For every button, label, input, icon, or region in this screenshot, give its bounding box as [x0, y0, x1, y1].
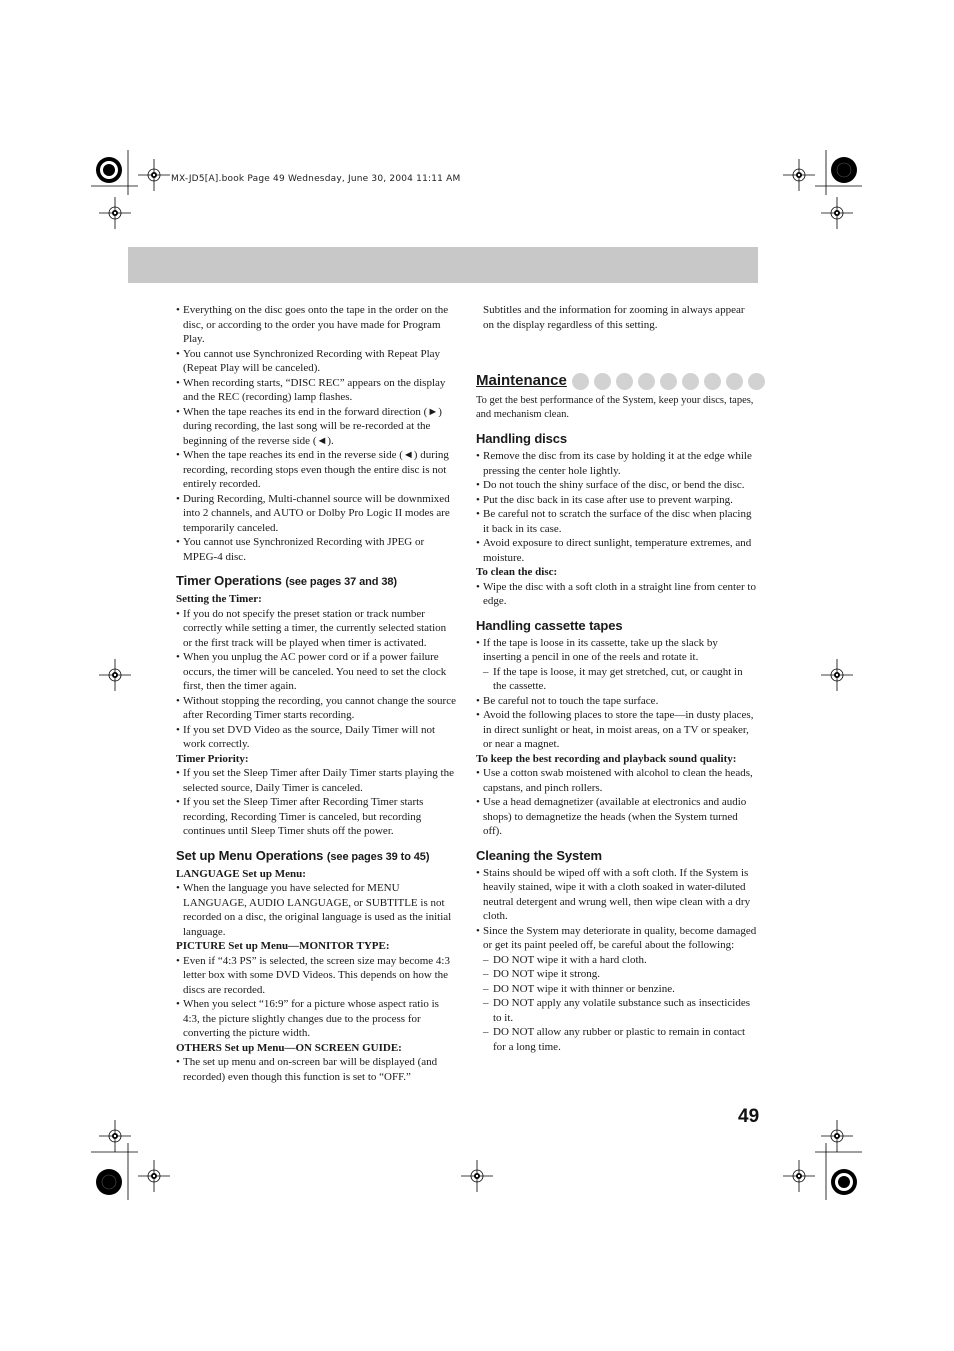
list-item: • The set up menu and on-screen bar will be displayed (and recorded) even though this function is set to “OFF.” — [176, 1056, 438, 1083]
dash-item: – DO NOT allow any rubber or plastic to remain in contact for a long time. — [483, 1026, 746, 1053]
dash-item: – DO NOT wipe it with thinner or benzine. — [483, 982, 675, 995]
list-item: • Even if “4:3 PS” is selected, the screen size may become 4:3 letter box with some DVD Videos. This depends on how the discs are recorded. — [176, 954, 450, 996]
print-header: MX-JD5[A].book Page 49 Wednesday, June 30, 2004 11:11 AM — [171, 174, 461, 184]
list-item: • You cannot use Synchronized Recording with JPEG or MPEG-4 disc. — [176, 536, 425, 563]
section-title: Maintenance — [476, 372, 567, 389]
handling-tapes-heading: Handling cassette tapes — [476, 617, 623, 633]
list-item: • When the tape reaches its end in the reverse side (◄) during recording, recording stops even though the entire disc is not entirely recorded. — [176, 449, 449, 490]
list-item: • Avoid the following places to store the tape—in dusty places, in direct sunlight or heat, in moist areas, on a TV or speaker, or near a magnet. — [476, 709, 754, 750]
dash-item: – DO NOT apply any volatile substance such as insecticides to it. — [483, 997, 751, 1024]
right-column — [476, 303, 758, 1054]
subheading: To keep the best recording and playback sound quality: — [476, 752, 737, 765]
subheading: LANGUAGE Set up Menu: — [176, 867, 306, 880]
subheading: Timer Priority: — [176, 752, 249, 765]
list-item: • Be careful not to touch the tape surface. — [476, 694, 659, 707]
list-item: • If you set DVD Video as the source, Daily Timer will not work correctly. — [176, 723, 436, 750]
list-item: • Do not touch the shiny surface of the disc, or bend the disc. — [476, 479, 745, 491]
list-item: • During Recording, Multi-channel source will be downmixed into 2 channels, and AUTO or Dolby Pro Logic II modes are temporarily canceled. — [176, 492, 450, 534]
page-reference: (see pages 37 and 38) — [285, 576, 397, 588]
list-item: • Stains should be wiped off with a soft cloth. If the System is heavily stained, wipe it with a cloth soaked in water-diluted neutral detergent and wrung well, then wipe clean with a dry cloth. — [476, 866, 751, 922]
setup-menu-heading: Set up Menu Operations (see pages 39 to 45) — [176, 847, 430, 863]
list-item: • Be careful not to scratch the surface of the disc when placing it back in its case. — [476, 508, 752, 535]
dash-item: – DO NOT wipe it with a hard cloth. — [483, 953, 647, 966]
list-item: • When recording starts, “DISC REC” appears on the display and the REC (recording) lamp flashes. — [176, 376, 446, 403]
subheading: To clean the disc: — [476, 566, 558, 578]
subheading: OTHERS Set up Menu—ON SCREEN GUIDE: — [176, 1041, 402, 1054]
maintenance-intro: To get the best performance of the System, keep your discs, tapes, and mechanism clean. — [476, 395, 754, 420]
list-item: • If you do not specify the preset station or track number correctly while setting a timer, the currently selected station or the first track will be played when timer is activated. — [176, 607, 447, 649]
list-item: • Avoid exposure to direct sunlight, temperature extremes, and moisture. — [476, 537, 752, 564]
list-item: • Use a head demagnetizer (available at electronics and audio shops) to demagnetize the heads (when the System turned off). — [476, 796, 747, 837]
intro-bullet-list — [176, 303, 458, 564]
handling-discs-heading: Handling discs — [476, 431, 568, 446]
list-item: • Remove the disc from its case by holding it at the edge while pressing the center hole lightly. — [476, 450, 752, 477]
list-item: • When you select “16:9” for a picture whose aspect ratio is 4:3, the picture slightly changes due to the process for converting the picture width. — [176, 998, 439, 1039]
list-item: • If you set the Sleep Timer after Recording Timer starts recording, Recording Timer is canceled, but recording continues until Sleep Timer shuts off the power. — [176, 796, 424, 837]
list-item: • When the language you have selected for MENU LANGUAGE, AUDIO LANGUAGE, or SUBTITLE is not recorded on a disc, the original language is used as the initial language. — [176, 882, 452, 938]
subheading: PICTURE Set up Menu—MONITOR TYPE: — [176, 940, 390, 952]
header-band — [128, 247, 758, 283]
list-item: • If you set the Sleep Timer after Daily Timer starts playing the selected source, Daily Timer is canceled. — [176, 767, 454, 794]
list-item: • Since the System may deteriorate in quality, become damaged or get its paint peeled off, be careful about the following: — [476, 924, 757, 951]
list-item: • Without stopping the recording, you cannot change the source after Recording Timer starts recording. — [176, 694, 456, 721]
page-number: 49 — [738, 1106, 760, 1127]
decorative-dots — [572, 373, 770, 390]
subheading: Setting the Timer: — [176, 593, 262, 605]
list-item: • You cannot use Synchronized Recording with Repeat Play (Repeat Play will be canceled). — [176, 347, 441, 374]
maintenance-heading-row — [476, 372, 758, 390]
list-item: • Everything on the disc goes onto the tape in the order on the disc, or according to the order you have made for Program Play. — [176, 304, 449, 345]
list-item: • Put the disc back in its case after use to prevent warping. — [476, 493, 733, 506]
cleaning-system-heading: Cleaning the System — [476, 847, 602, 863]
dash-item: – DO NOT wipe it strong. — [483, 968, 601, 980]
list-item: • If the tape is loose in its cassette, take up the slack by inserting a pencil in one of the reels and rotate it. — [476, 636, 718, 663]
list-item: • Wipe the disc with a soft cloth in a straight line from center to edge. — [476, 580, 756, 607]
list-item: • When you unplug the AC power cord or if a power failure occurs, the timer will be canceled. You need to set the clock first, then the timer again. — [176, 651, 447, 692]
left-column — [176, 303, 458, 1084]
timer-operations-heading: Timer Operations (see pages 37 and 38) — [176, 573, 397, 588]
continuation-text: Subtitles and the information for zooming in always appear on the display regardless of this setting. — [483, 304, 745, 331]
list-item: • Use a cotton swab moistened with alcohol to clean the heads, capstans, and pinch rollers. — [476, 767, 753, 794]
page-reference: (see pages 39 to 45) — [326, 850, 430, 863]
list-item: • When the tape reaches its end in the forward direction (►) during recording, the last song will be re-recorded at the beginning of the reverse side (◄). — [176, 405, 442, 447]
dash-item: – If the tape is loose, it may get stretched, cut, or caught in the cassette. — [483, 665, 743, 692]
